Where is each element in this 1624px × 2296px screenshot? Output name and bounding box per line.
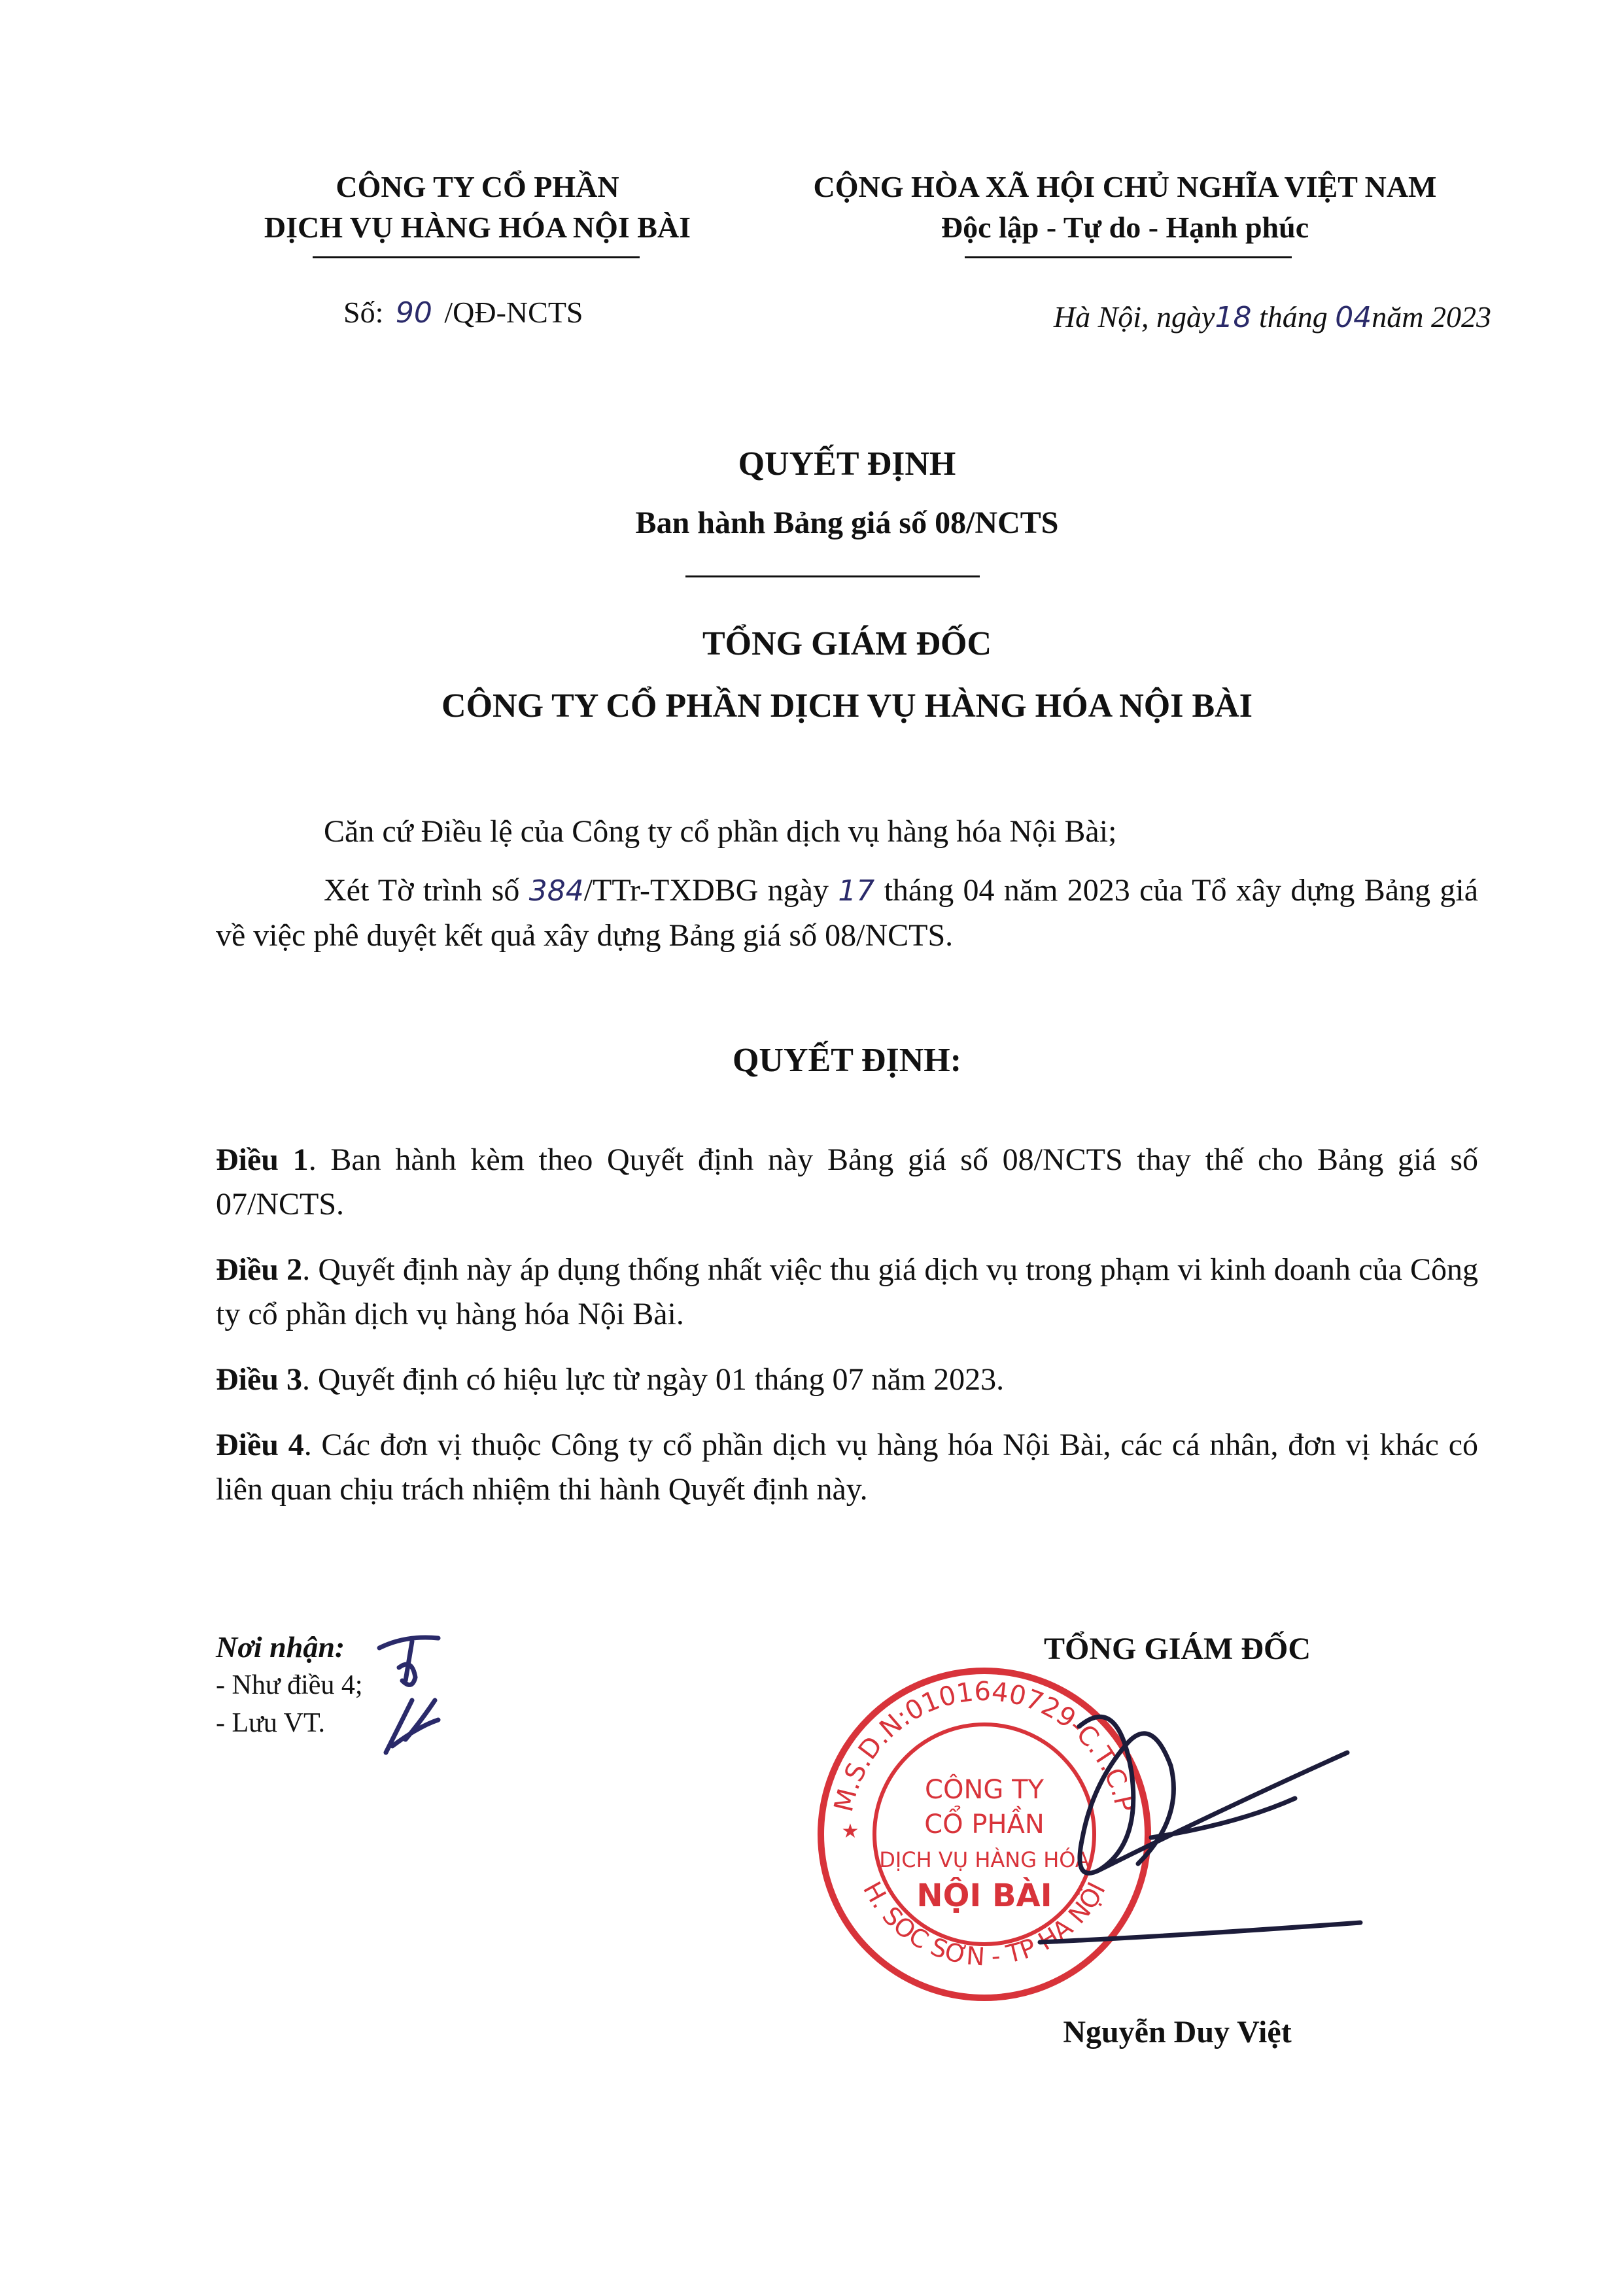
- seal-line-3: DỊCH VỤ HÀNG HÓA: [879, 1847, 1090, 1872]
- basis-paragraph-2: [216, 868, 1478, 958]
- motto-underline: [965, 256, 1292, 258]
- article-4: [216, 1423, 1478, 1512]
- seal-star-icon: ★: [841, 1820, 859, 1843]
- article-3: [216, 1358, 1478, 1402]
- seal-line-2: CỔ PHẦN: [924, 1809, 1045, 1840]
- year-text: năm 2023: [1372, 300, 1491, 334]
- basis-p2-c: tháng 04 năm 2023 của Tổ xây dựng Bảng giá về việc phê duyệt kết quả xây dựng Bảng giá số 08/NCTS.: [216, 873, 1479, 953]
- article-label: Điều 3: [216, 1362, 302, 1397]
- company-line-2: DỊCH VỤ HÀNG HÓA NỘI BÀI: [264, 211, 691, 244]
- basis-p2-a: Xét Tờ trình số: [324, 873, 520, 908]
- seal-line-1: CÔNG TY: [925, 1775, 1044, 1805]
- company-line-1: CÔNG TY CỔ PHẦN: [336, 170, 619, 203]
- article-text: . Quyết định có hiệu lực từ ngày 01 tháng 07 năm 2023.: [302, 1362, 1005, 1397]
- submission-day-handwritten: 17: [838, 874, 875, 908]
- national-motto: Độc lập - Tự do - Hạnh phúc: [941, 211, 1309, 244]
- signer-position: TỔNG GIÁM ĐỐC: [1044, 1632, 1311, 1666]
- document-title: QUYẾT ĐỊNH: [738, 445, 956, 483]
- ref-suffix: /QĐ-NCTS: [444, 296, 583, 329]
- company-name-header: [216, 167, 739, 248]
- seal-ring-text: M.S.D.N:0101640729-C.T.C.P: [828, 1676, 1140, 1815]
- national-line-1: CỘNG HÒA XÃ HỘI CHỦ NGHĨA VIỆT NAM: [813, 170, 1437, 203]
- article-text: . Quyết định này áp dụng thống nhất việc thu giá dịch vụ trong phạm vi kinh doanh của Công ty cổ phần dịch vụ hàng hóa Nội Bài.: [216, 1252, 1478, 1331]
- recipients-heading: Nơi nhận:: [216, 1630, 345, 1664]
- date-prefix: Hà Nội, ngày: [1053, 300, 1215, 334]
- basis-paragraph-1: Căn cứ Điều lệ của Công ty cổ phần dịch vụ hàng hóa Nội Bài;: [324, 814, 1117, 849]
- article-label: Điều 2: [216, 1252, 303, 1287]
- seal-line-4: NỘI BÀI: [916, 1877, 1052, 1914]
- company-underline: [313, 256, 640, 258]
- reference-number: [343, 293, 683, 333]
- recipient-item: - Như điều 4;: [216, 1670, 363, 1700]
- basis-p2-b: /TTr-TXDBG ngày: [583, 873, 829, 908]
- document-subtitle: Ban hành Bảng giá số 08/NCTS: [635, 505, 1059, 540]
- article-1: [216, 1138, 1478, 1227]
- signer-name: Nguyễn Duy Việt: [1063, 2015, 1292, 2049]
- decision-heading: QUYẾT ĐỊNH:: [732, 1042, 962, 1079]
- day-handwritten: 18: [1215, 301, 1252, 334]
- article-2: [216, 1248, 1478, 1337]
- seal-ring-bottom: H. SÓC SƠN - TP HÀ NỘI: [857, 1877, 1111, 1972]
- signature-scribble: [1020, 1674, 1387, 1988]
- national-header: [759, 167, 1491, 248]
- authority-company: CÔNG TY CỔ PHẦN DỊCH VỤ HÀNG HÓA NỘI BÀI: [441, 687, 1253, 725]
- submission-number-handwritten: 384: [528, 874, 584, 908]
- article-text: . Các đơn vị thuộc Công ty cổ phần dịch vụ hàng hóa Nội Bài, các cá nhân, đơn vị khác có liên quan chịu trách nhiệm thi hành Quyết định này.: [216, 1428, 1479, 1507]
- ref-number-handwritten: 90: [395, 296, 432, 330]
- article-label: Điều 4: [216, 1428, 304, 1462]
- article-text: . Ban hành kèm theo Quyết định này Bảng giá số 08/NCTS thay thế cho Bảng giá số 07/NCTS.: [216, 1142, 1479, 1222]
- ref-prefix: Số:: [343, 296, 384, 329]
- recipient-item: - Lưu VT.: [216, 1708, 326, 1738]
- title-divider: [685, 575, 980, 577]
- month-label: tháng: [1258, 300, 1328, 334]
- month-handwritten: 04: [1335, 301, 1372, 334]
- authority-title: TỔNG GIÁM ĐỐC: [702, 625, 992, 662]
- article-label: Điều 1: [216, 1142, 309, 1177]
- place-date: [916, 298, 1491, 337]
- initials-mark: [366, 1622, 451, 1766]
